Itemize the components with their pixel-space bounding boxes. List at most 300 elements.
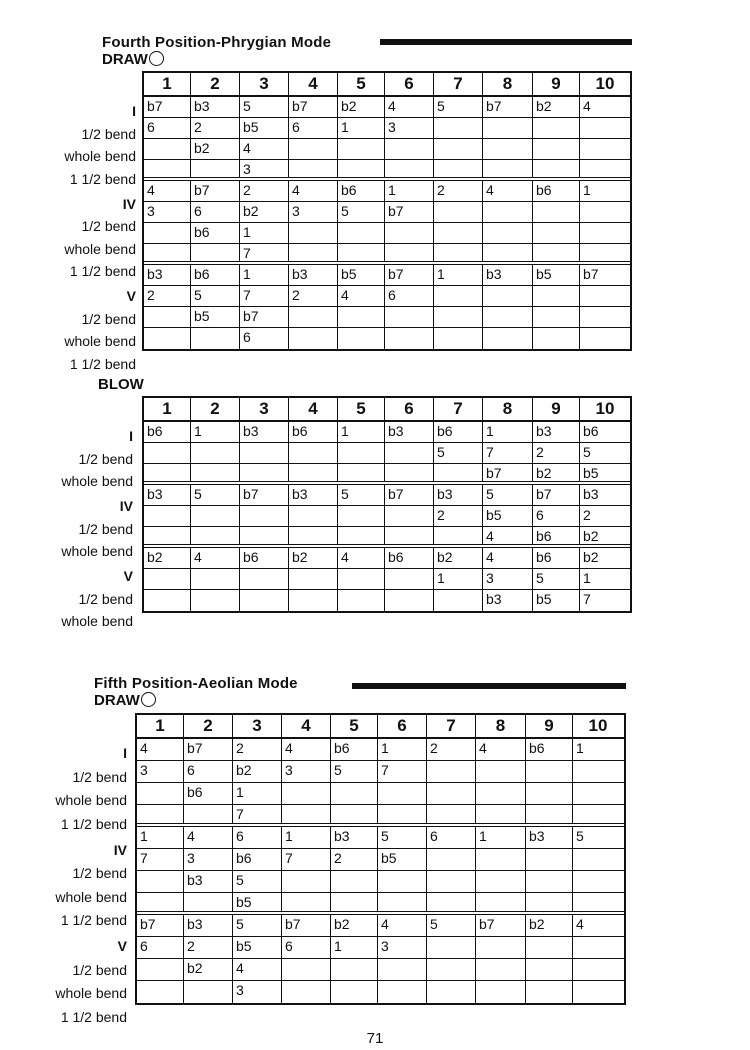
note-cell	[378, 981, 427, 1003]
note-cell: b3	[434, 485, 483, 505]
note-cell: 5	[331, 761, 378, 782]
note-cell	[282, 805, 331, 823]
hole-number: 7	[434, 398, 483, 420]
note-cell: 3	[385, 118, 434, 138]
note-cell: b6	[191, 223, 240, 243]
note-cell: 4	[338, 286, 385, 306]
note-cell: b3	[483, 265, 533, 285]
hole-number: 9	[533, 398, 580, 420]
note-cell: 1	[434, 569, 483, 589]
table-row	[144, 464, 630, 485]
chord-label: IV	[113, 841, 127, 858]
note-cell	[240, 443, 289, 463]
note-cell: 4	[483, 527, 533, 544]
note-cell	[533, 244, 580, 261]
note-cell	[533, 286, 580, 306]
chord-label: V	[126, 288, 136, 304]
hole-number: 10	[588, 716, 608, 735]
note-cell: 6	[282, 937, 331, 958]
table-row	[144, 160, 630, 181]
note-cell: b3	[289, 265, 338, 285]
note-cell	[144, 569, 191, 589]
note-cell	[427, 937, 476, 958]
table-row	[144, 244, 630, 265]
note-cell	[338, 223, 385, 243]
section-title: Fifth Position-Aeolian Mode	[94, 675, 298, 692]
note-cell	[533, 328, 580, 349]
note-cell: 2	[184, 937, 233, 958]
note-cell	[580, 244, 630, 261]
draw-label-text: DRAW	[94, 692, 140, 709]
note-cell: 7	[233, 805, 282, 823]
note-cell: 5	[240, 97, 289, 117]
hole-number: 6	[385, 73, 434, 95]
circle-icon	[149, 51, 164, 66]
hole-number: 1	[144, 398, 191, 420]
hole-number: 4	[289, 73, 338, 95]
hole-number: 10	[595, 74, 615, 93]
note-cell	[137, 959, 184, 980]
note-cell: b3	[184, 915, 233, 936]
note-cell: 6	[184, 761, 233, 782]
note-cell: 3	[137, 761, 184, 782]
note-cell	[338, 328, 385, 349]
bend-label: 1/2 bend	[81, 125, 136, 142]
note-cell	[526, 761, 573, 782]
note-cell	[184, 981, 233, 1003]
note-cell: b5	[233, 893, 282, 911]
note-cell	[385, 160, 434, 177]
table-row	[137, 937, 624, 959]
table-row	[137, 893, 624, 915]
note-cell: 7	[282, 849, 331, 870]
note-cell: b3	[191, 97, 240, 117]
table-row	[144, 307, 630, 328]
note-cell	[434, 286, 483, 306]
note-cell	[533, 307, 580, 327]
note-cell	[144, 160, 191, 177]
hole-number: 5	[331, 715, 378, 737]
note-cell: 4	[576, 916, 584, 932]
note-cell	[526, 849, 573, 870]
note-cell	[580, 328, 630, 349]
note-cell: b6	[533, 527, 580, 544]
table-row	[137, 761, 624, 783]
note-cell	[476, 849, 526, 870]
note-cell: b3	[583, 486, 599, 502]
note-cell	[240, 569, 289, 589]
note-cell: 5	[378, 827, 427, 848]
note-cell	[338, 443, 385, 463]
note-cell: 5	[427, 915, 476, 936]
note-cell	[476, 805, 526, 823]
note-cell	[184, 805, 233, 823]
note-cell	[526, 981, 573, 1003]
hole-number: 3	[233, 715, 282, 737]
note-cell	[573, 805, 623, 823]
bend-label: 1 1/2 bend	[69, 355, 136, 372]
note-cell	[434, 139, 483, 159]
note-cell	[476, 871, 526, 892]
note-cell	[427, 805, 476, 823]
note-cell: b7	[289, 97, 338, 117]
note-cell	[191, 160, 240, 177]
note-cell: 2	[144, 286, 191, 306]
note-cell: b2	[240, 202, 289, 222]
note-cell: b6	[144, 422, 191, 442]
note-cell	[282, 959, 331, 980]
note-cell: 5	[233, 915, 282, 936]
note-cell: 6	[240, 328, 289, 349]
note-cell: 6	[144, 118, 191, 138]
bend-label: whole bend	[64, 240, 136, 257]
bend-label: whole bend	[61, 543, 133, 559]
note-cell	[427, 893, 476, 911]
note-grid-fifth-position	[135, 713, 626, 1005]
note-cell: 4	[583, 98, 591, 114]
table-row	[144, 181, 630, 202]
note-grid-blow	[142, 396, 632, 613]
hole-number: 1	[144, 73, 191, 95]
hole-number: 5	[338, 73, 385, 95]
title-bar	[352, 683, 626, 689]
note-cell	[137, 783, 184, 804]
note-cell	[282, 871, 331, 892]
note-cell	[144, 464, 191, 481]
note-cell	[580, 118, 630, 138]
note-cell	[144, 223, 191, 243]
note-cell	[476, 893, 526, 911]
note-cell: b6	[184, 783, 233, 804]
note-cell: 5	[233, 871, 282, 892]
hole-number: 8	[476, 715, 526, 737]
note-cell	[289, 590, 338, 611]
note-cell	[378, 805, 427, 823]
note-cell: b2	[338, 97, 385, 117]
note-cell: b6	[240, 548, 289, 568]
note-cell: b2	[331, 915, 378, 936]
note-cell: b3	[289, 485, 338, 505]
note-cell	[289, 223, 338, 243]
note-cell	[331, 871, 378, 892]
note-cell: b6	[233, 849, 282, 870]
note-cell	[573, 959, 623, 980]
note-cell	[573, 761, 623, 782]
note-cell	[526, 783, 573, 804]
note-cell	[434, 307, 483, 327]
note-cell	[191, 569, 240, 589]
table-row	[137, 739, 624, 761]
note-cell	[289, 527, 338, 544]
note-cell: 1	[282, 827, 331, 848]
hole-number: 2	[184, 715, 233, 737]
note-cell	[144, 590, 191, 611]
note-cell: b5	[533, 265, 580, 285]
bend-label: 1/2 bend	[72, 865, 127, 881]
note-cell: 5	[338, 202, 385, 222]
note-cell	[573, 981, 623, 1003]
note-cell	[240, 527, 289, 544]
note-cell: 1	[378, 739, 427, 760]
note-cell: b2	[434, 548, 483, 568]
note-cell	[483, 286, 533, 306]
chord-label: IV	[122, 195, 136, 212]
title-bar	[380, 39, 632, 45]
note-cell: b7	[240, 485, 289, 505]
note-cell: 1	[137, 827, 184, 848]
note-cell: 2	[331, 849, 378, 870]
bend-label: 1/2 bend	[78, 450, 133, 467]
note-cell	[240, 464, 289, 481]
note-cell: 1	[331, 937, 378, 958]
note-cell: b3	[483, 590, 533, 611]
note-cell	[144, 506, 191, 526]
chord-label: I	[129, 428, 133, 444]
note-cell	[338, 569, 385, 589]
note-cell: 3	[184, 849, 233, 870]
note-cell	[282, 893, 331, 911]
column-header-row	[144, 73, 630, 97]
note-cell	[483, 139, 533, 159]
note-cell	[385, 307, 434, 327]
hole-number: 4	[289, 398, 338, 420]
note-cell: b6	[331, 739, 378, 760]
hole-number: 7	[427, 715, 476, 737]
note-cell: b7	[385, 485, 434, 505]
note-cell	[289, 244, 338, 261]
note-cell: 5	[338, 485, 385, 505]
bend-label: 1 1/2 bend	[60, 1008, 127, 1025]
chord-label: V	[117, 938, 127, 954]
note-cell: b6	[526, 739, 573, 760]
note-cell: 1	[191, 422, 240, 442]
note-cell: 2	[583, 507, 591, 523]
note-cell	[533, 202, 580, 222]
note-cell: 4	[476, 739, 526, 760]
note-cell	[289, 139, 338, 159]
bend-label: whole bend	[55, 792, 127, 808]
note-cell: 1	[583, 570, 591, 586]
note-cell	[526, 871, 573, 892]
column-header-row	[137, 715, 624, 739]
note-cell: 6	[137, 937, 184, 958]
note-cell	[580, 286, 630, 306]
note-cell	[483, 202, 533, 222]
note-cell	[434, 202, 483, 222]
note-cell	[476, 959, 526, 980]
note-cell	[144, 244, 191, 261]
note-cell: b2	[184, 959, 233, 980]
note-cell: b7	[385, 265, 434, 285]
hole-number: 6	[385, 398, 434, 420]
note-cell: b5	[583, 465, 599, 481]
note-cell: b2	[583, 528, 599, 544]
note-cell: b7	[282, 915, 331, 936]
note-cell: 3	[289, 202, 338, 222]
note-cell	[289, 328, 338, 349]
bend-label: whole bend	[64, 333, 136, 349]
note-cell: b7	[483, 97, 533, 117]
note-cell: 5	[533, 569, 580, 589]
note-cell	[191, 590, 240, 611]
note-cell: 5	[483, 485, 533, 505]
note-cell	[144, 527, 191, 544]
bend-label: 1 1/2 bend	[69, 170, 136, 187]
note-cell: 5	[576, 828, 584, 844]
note-cell: 6	[533, 506, 580, 526]
note-cell	[289, 506, 338, 526]
note-cell	[378, 783, 427, 804]
note-cell: b3	[526, 827, 573, 848]
note-cell: 3	[378, 937, 427, 958]
page-number: 71	[366, 1030, 384, 1047]
note-cell: b7	[240, 307, 289, 327]
note-cell: 5	[434, 443, 483, 463]
note-cell	[580, 139, 630, 159]
note-cell: 7	[583, 591, 591, 607]
hole-number: 2	[191, 73, 240, 95]
note-cell: 4	[233, 959, 282, 980]
note-cell: b6	[191, 265, 240, 285]
note-cell	[573, 783, 623, 804]
bend-label: whole bend	[55, 985, 127, 1001]
note-cell	[580, 160, 630, 177]
note-cell: 2	[240, 181, 289, 201]
note-cell	[282, 981, 331, 1003]
table-row	[144, 506, 630, 527]
note-cell: 1	[338, 118, 385, 138]
note-cell	[378, 893, 427, 911]
bend-label: whole bend	[55, 888, 127, 905]
note-cell: 4	[378, 915, 427, 936]
note-cell: b7	[137, 915, 184, 936]
note-cell: 6	[385, 286, 434, 306]
table-row	[144, 590, 630, 611]
note-cell: 4	[184, 827, 233, 848]
note-cell	[385, 464, 434, 481]
note-cell	[434, 328, 483, 349]
note-cell	[476, 937, 526, 958]
note-cell	[385, 139, 434, 159]
hole-number: 4	[282, 715, 331, 737]
note-cell: 6	[289, 118, 338, 138]
note-cell: 5	[191, 286, 240, 306]
note-cell	[282, 783, 331, 804]
note-cell	[240, 506, 289, 526]
note-cell: 4	[289, 181, 338, 201]
note-cell	[476, 783, 526, 804]
note-cell: b7	[583, 266, 599, 282]
note-cell	[483, 244, 533, 261]
note-cell: 1	[240, 265, 289, 285]
note-cell	[385, 223, 434, 243]
note-cell	[338, 590, 385, 611]
note-cell	[573, 893, 623, 911]
note-cell	[434, 590, 483, 611]
note-cell: b3	[533, 422, 580, 442]
bend-label: whole bend	[64, 148, 136, 164]
note-cell	[483, 223, 533, 243]
note-cell	[338, 307, 385, 327]
note-cell: b7	[184, 739, 233, 760]
bend-label: 1/2 bend	[81, 310, 136, 327]
hole-number: 3	[240, 398, 289, 420]
note-cell: 4	[483, 548, 533, 568]
note-cell	[191, 443, 240, 463]
note-cell	[476, 981, 526, 1003]
chord-label: I	[132, 103, 136, 119]
note-cell: 3	[240, 160, 289, 177]
note-cell: 1	[583, 182, 591, 198]
note-cell: 7	[483, 443, 533, 463]
bend-label: 1/2 bend	[78, 520, 133, 537]
note-cell: b3	[144, 265, 191, 285]
note-cell: 2	[191, 118, 240, 138]
note-cell: b6	[338, 181, 385, 201]
note-cell	[526, 937, 573, 958]
note-cell	[331, 893, 378, 911]
note-cell: b3	[144, 485, 191, 505]
note-cell	[427, 959, 476, 980]
note-cell: 5	[434, 97, 483, 117]
note-cell: 2	[434, 506, 483, 526]
note-cell	[289, 443, 338, 463]
bend-label: whole bend	[61, 473, 133, 489]
circle-icon	[141, 692, 156, 707]
note-cell	[483, 160, 533, 177]
note-cell: b3	[240, 422, 289, 442]
bend-label: 1/2 bend	[81, 218, 136, 234]
note-cell: 4	[338, 548, 385, 568]
bend-label: 1/2 bend	[72, 961, 127, 978]
note-cell	[434, 223, 483, 243]
note-cell: b6	[533, 181, 580, 201]
bend-label: 1 1/2 bend	[69, 263, 136, 279]
chord-label: V	[123, 568, 133, 584]
bend-label: 1 1/2 bend	[60, 815, 127, 832]
note-cell	[580, 223, 630, 243]
note-cell	[144, 328, 191, 349]
note-cell: 7	[240, 286, 289, 306]
note-cell: 5	[583, 444, 591, 460]
hole-number: 8	[483, 398, 533, 420]
note-cell	[427, 761, 476, 782]
hole-number: 3	[240, 73, 289, 95]
note-cell: b2	[191, 139, 240, 159]
hole-number: 1	[137, 715, 184, 737]
table-row	[144, 443, 630, 464]
note-cell: b5	[483, 506, 533, 526]
note-cell	[385, 244, 434, 261]
table-row	[137, 827, 624, 849]
note-cell	[385, 506, 434, 526]
draw-label	[94, 692, 156, 709]
note-cell	[526, 893, 573, 911]
note-cell	[427, 849, 476, 870]
note-cell	[240, 590, 289, 611]
table-row	[144, 286, 630, 307]
blow-label: BLOW	[98, 376, 144, 393]
note-cell	[476, 761, 526, 782]
note-cell	[338, 139, 385, 159]
note-cell	[385, 569, 434, 589]
note-cell: 4	[385, 97, 434, 117]
note-cell	[289, 464, 338, 481]
bend-label: whole bend	[61, 613, 133, 629]
note-cell: b2	[289, 548, 338, 568]
note-cell: 4	[191, 548, 240, 568]
table-row	[137, 981, 624, 1003]
